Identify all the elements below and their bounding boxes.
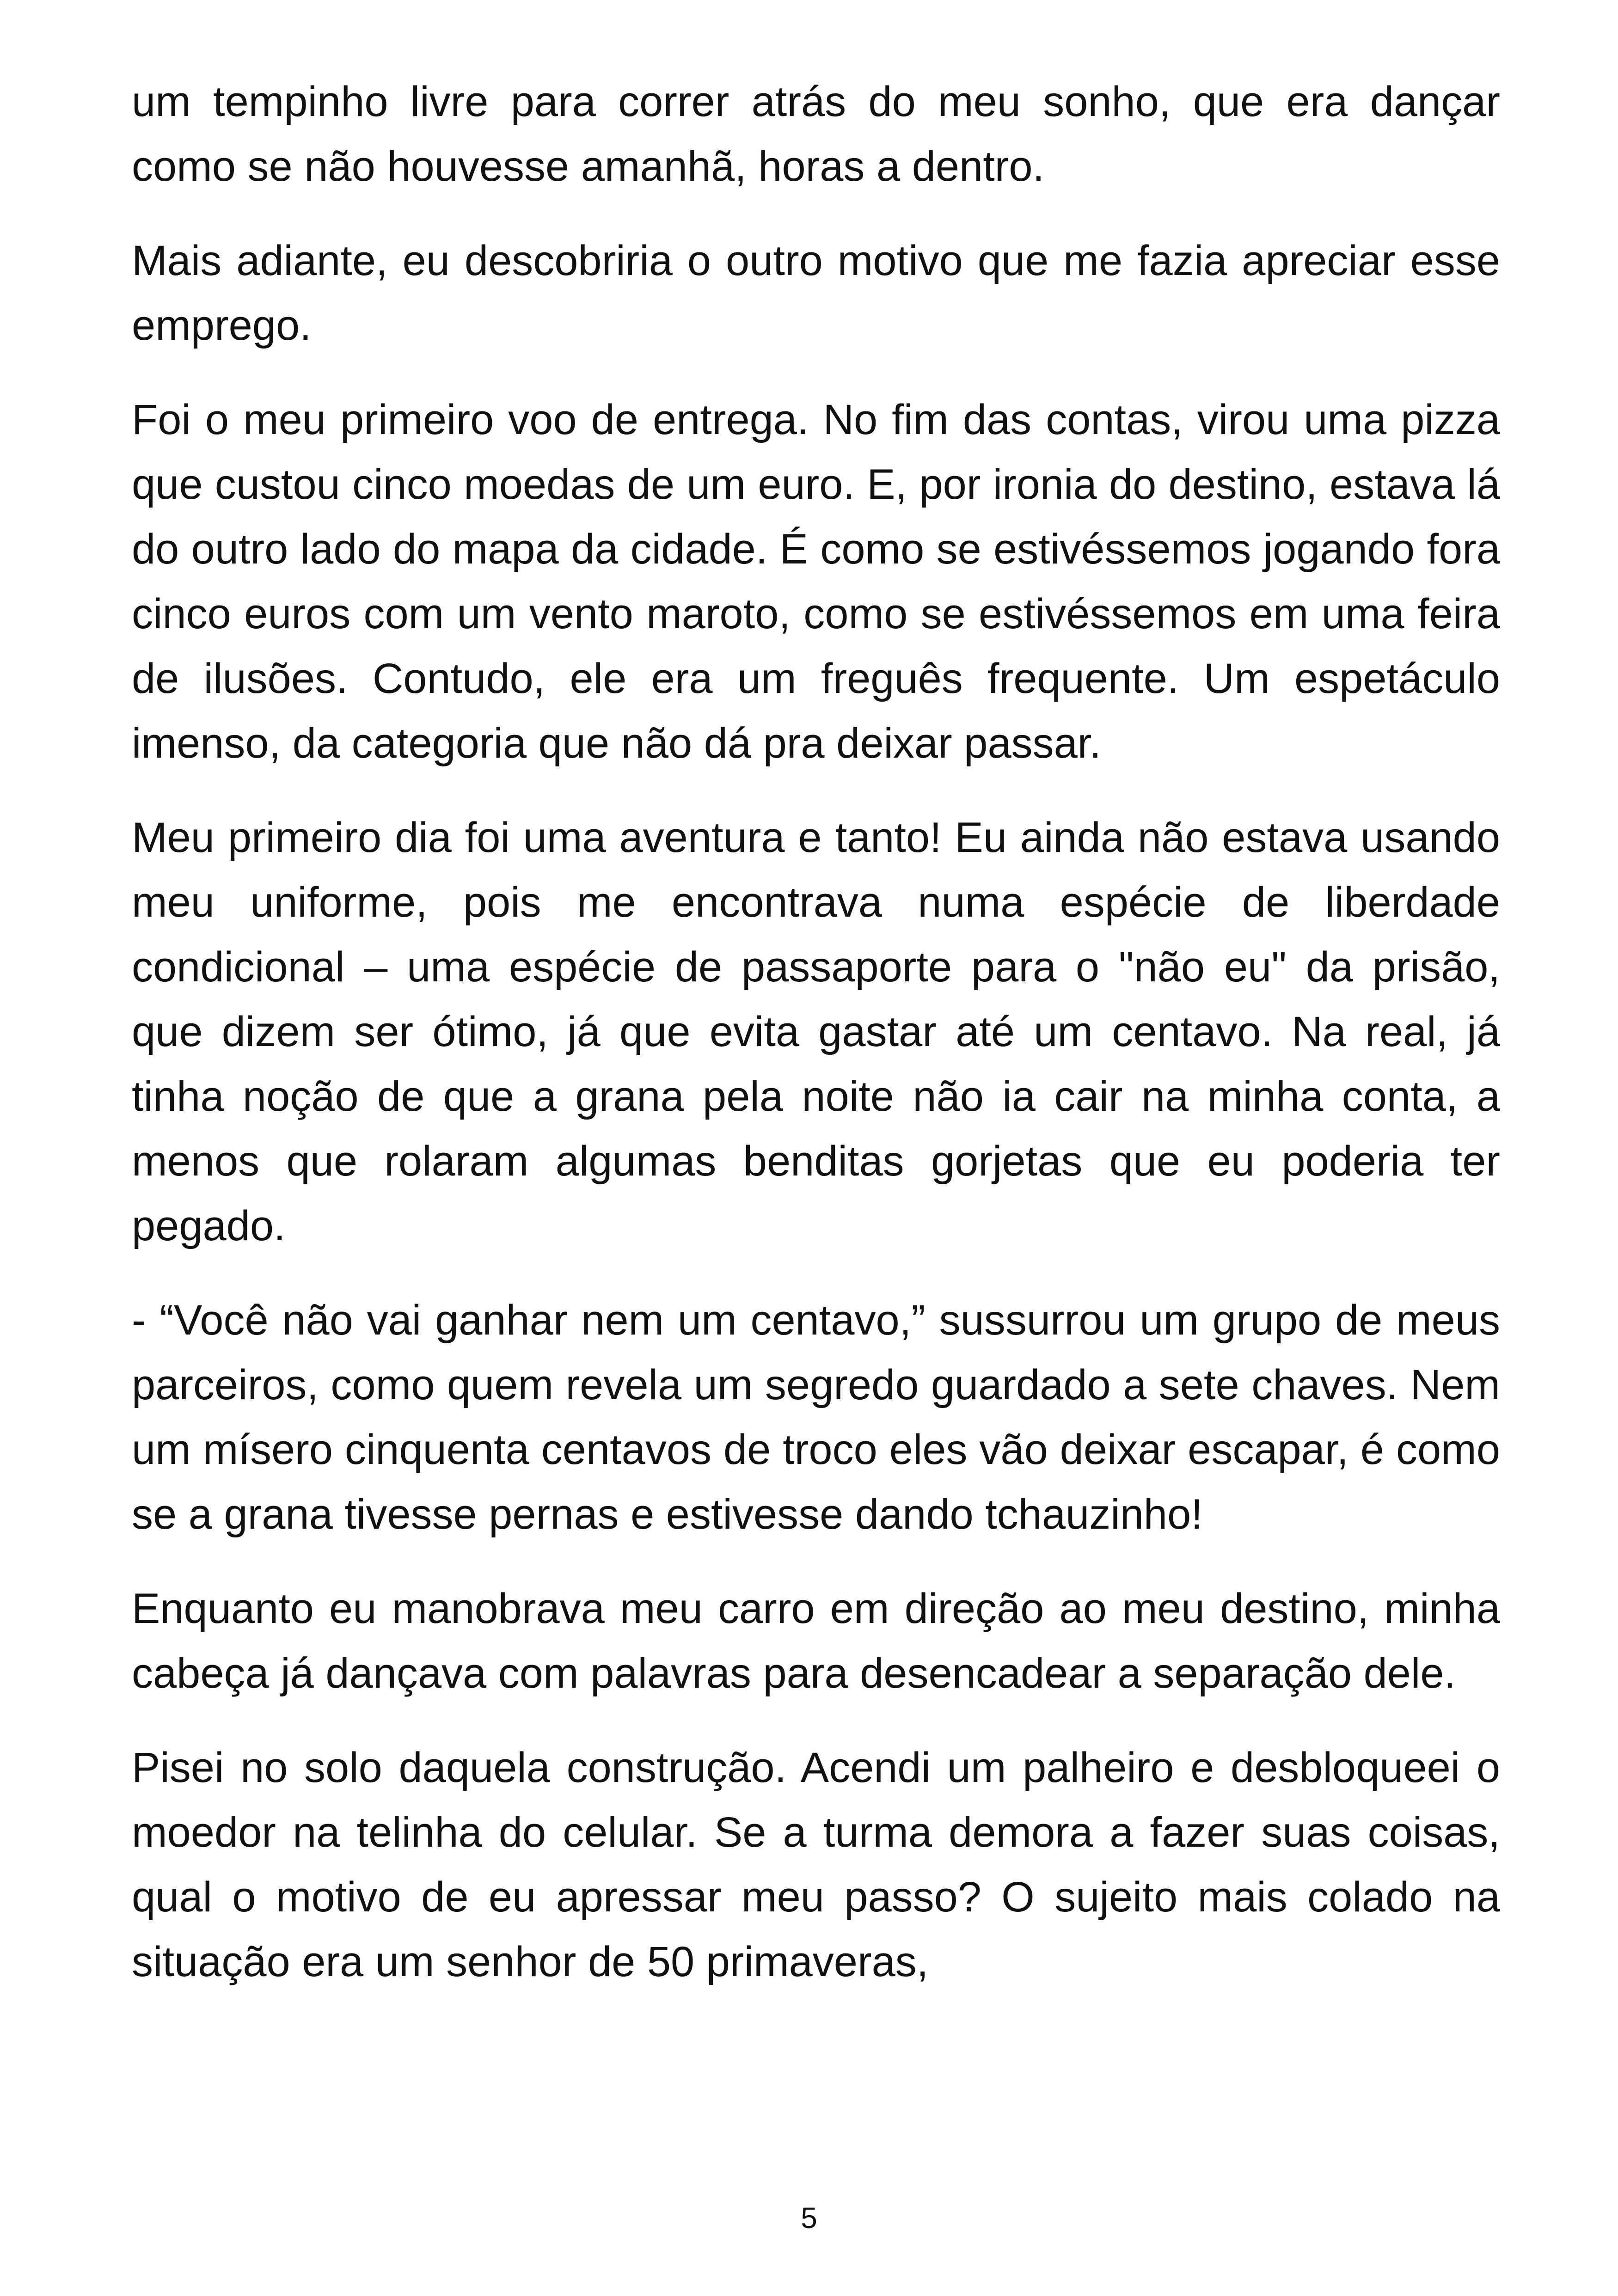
paragraph: Enquanto eu manobrava meu carro em direção ao meu destino, minha cabeça já dançava com palavras para desencadear a separação dele. [132, 1585, 1500, 1697]
paragraph: um tempinho livre para correr atrás do meu sonho, que era dançar como se não houvesse amanhã, horas a dentro. [132, 78, 1500, 190]
paragraph: Mais adiante, eu descobriria o outro motivo que me fazia apreciar esse emprego. [132, 237, 1500, 349]
paragraph: Pisei no solo daquela construção. Acendi um palheiro e desbloqueei o moedor na telinha do celular. Se a turma demora a fazer suas coisas, qual o motivo de eu apressar meu passo? O sujeito mais colado na situação era um senhor de 50 primaveras, [132, 1744, 1500, 1985]
paragraph: - “Você não vai ganhar nem um centavo,” sussurrou um grupo de meus parceiros, como quem revela um segredo guardado a sete chaves. Nem um mísero cinquenta centavos de troco eles vão deixar escapar, é como se a grana tivesse pernas e estivesse dando tchauzinho! [132, 1297, 1500, 1538]
paragraph: Foi o meu primeiro voo de entrega. No fim das contas, virou uma pizza que custou cinco moedas de um euro. E, por ironia do destino, estava lá do outro lado do mapa da cidade. É como se estivéssemos jogando fora cinco euros com um vento maroto, como se estivéssemos em uma feira de ilusões. Contudo, ele era um freguês frequente. Um espetáculo imenso, da categoria que não dá pra deixar passar. [132, 396, 1500, 767]
body-text [132, 69, 1500, 2024]
page-number: 5 [801, 2201, 817, 2235]
paragraph: Meu primeiro dia foi uma aventura e tanto! Eu ainda não estava usando meu uniforme, pois me encontrava numa espécie de liberdade condicional – uma espécie de passaporte para o "não eu" da prisão, que dizem ser ótimo, já que evita gastar até um centavo. Na real, já tinha noção de que a grana pela noite não ia cair na minha conta, a menos que rolaram algumas benditas gorjetas que eu poderia ter pegado. [132, 814, 1500, 1249]
